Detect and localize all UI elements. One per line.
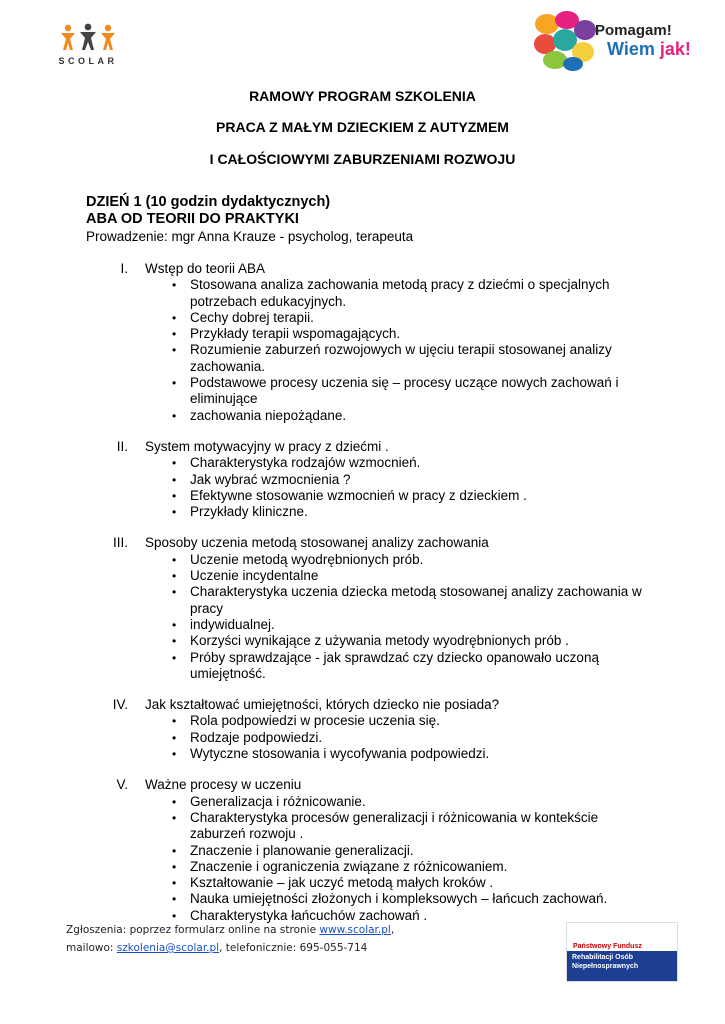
bullet-icon: • bbox=[172, 730, 177, 745]
scolar-logo bbox=[52, 22, 124, 68]
bullet-icon: • bbox=[172, 859, 177, 874]
footer-contact bbox=[66, 921, 394, 957]
list-item bbox=[170, 342, 650, 375]
list-item bbox=[170, 568, 650, 584]
bullet-icon: • bbox=[172, 310, 177, 325]
list-item bbox=[170, 617, 650, 633]
list-item-text: Próby sprawdzające - jak sprawdzać czy dziecko opanowało uczoną umiejętność. bbox=[190, 649, 599, 681]
footer-line1 bbox=[66, 921, 394, 939]
section-heading bbox=[90, 439, 650, 455]
pfron-line1: Państwowy Fundusz bbox=[573, 943, 642, 950]
day-subtitle: ABA OD TEORII DO PRAKTYKI bbox=[86, 211, 299, 227]
list-item-text: Stosowana analiza zachowania metodą pracy z dziećmi o specjalnych potrzebach edukacyjnych. bbox=[190, 277, 610, 309]
bullet-icon: • bbox=[172, 876, 177, 891]
bullet-icon: • bbox=[172, 488, 177, 503]
bullet-icon: • bbox=[172, 343, 177, 358]
footer-phone-text: , telefonicznie: 695-055-714 bbox=[219, 942, 368, 954]
section-title: System motywacyjny w pracy z dziećmi . bbox=[145, 438, 389, 454]
section-number: I. bbox=[120, 261, 128, 276]
list-item-text: Rodzaje podpowiedzi. bbox=[190, 729, 323, 745]
program-section bbox=[90, 535, 650, 682]
list-item bbox=[170, 859, 650, 875]
bullet-icon: • bbox=[172, 908, 177, 923]
list-item-text: Charakterystyka rodzajów wzmocnień. bbox=[190, 455, 421, 471]
list-item bbox=[170, 488, 650, 504]
section-item-list bbox=[90, 713, 650, 762]
campaign-line1: Pomagam! bbox=[595, 22, 672, 39]
bullet-icon: • bbox=[172, 634, 177, 649]
bullet-icon: • bbox=[172, 585, 177, 600]
bullet-icon: • bbox=[172, 472, 177, 487]
course-title-line1: PRACA Z MAŁYM DZIECKIEM Z AUTYZMEM bbox=[216, 119, 509, 135]
list-item bbox=[170, 408, 650, 424]
list-item bbox=[170, 472, 650, 488]
section-heading bbox=[90, 777, 650, 793]
list-item bbox=[170, 875, 650, 891]
section-number: II. bbox=[116, 438, 128, 454]
bullet-icon: • bbox=[172, 569, 177, 584]
list-item bbox=[170, 794, 650, 810]
list-item-text: Charakterystyka łańcuchów zachowań . bbox=[190, 907, 428, 923]
program-title: RAMOWY PROGRAM SZKOLENIA bbox=[249, 88, 476, 104]
section-number: IV. bbox=[112, 697, 128, 713]
section-title: Wstęp do teorii ABA bbox=[145, 261, 266, 276]
pfron-text bbox=[572, 953, 638, 971]
colorful-hands-icon bbox=[533, 10, 597, 72]
program-sections bbox=[90, 261, 650, 939]
list-item-text: Rozumienie zaburzeń rozwojowych w ujęciu terapii stosowanej analizy zachowania. bbox=[190, 342, 612, 374]
program-section bbox=[90, 261, 650, 424]
pfron-logo bbox=[566, 922, 678, 982]
program-section bbox=[90, 439, 650, 520]
list-item bbox=[170, 584, 650, 617]
pomagam-logo bbox=[533, 10, 693, 74]
instructor-line: Prowadzenie: mgr Anna Krauze - psycholog, terapeuta bbox=[86, 229, 414, 244]
list-item bbox=[170, 730, 650, 746]
bullet-icon: • bbox=[172, 408, 177, 423]
list-item-text: Uczenie metodą wyodrębnionych prób. bbox=[190, 551, 424, 567]
list-item bbox=[170, 310, 650, 326]
campaign-line2 bbox=[607, 39, 691, 60]
section-item-list bbox=[90, 552, 650, 682]
list-item bbox=[170, 713, 650, 729]
list-item bbox=[170, 504, 650, 520]
list-item-text: Korzyści wynikające z używania metody wyodrębnionych prób . bbox=[190, 633, 569, 649]
footer-line1-suffix: , bbox=[390, 924, 395, 936]
list-item-text: Znaczenie i planowanie generalizacji. bbox=[190, 842, 414, 858]
list-item bbox=[170, 650, 650, 683]
section-item-list bbox=[90, 794, 650, 924]
list-item-text: Generalizacja i różnicowanie. bbox=[190, 793, 366, 809]
list-item-text: indywidualnej. bbox=[190, 616, 275, 632]
footer-line2 bbox=[66, 939, 394, 957]
program-section bbox=[90, 777, 650, 924]
list-item bbox=[170, 455, 650, 471]
pfron-line3: Niepełnosprawnych bbox=[572, 963, 639, 970]
bullet-icon: • bbox=[172, 552, 177, 567]
section-title: Jak kształtować umiejętności, których dziecko nie posiada? bbox=[145, 697, 500, 713]
bullet-icon: • bbox=[172, 617, 177, 632]
footer-line2-text: mailowo: bbox=[66, 942, 117, 954]
bullet-icon: • bbox=[172, 747, 177, 762]
list-item-text: Znaczenie i ograniczenia związane z różnicowaniem. bbox=[190, 858, 508, 874]
list-item bbox=[170, 277, 650, 310]
list-item bbox=[170, 843, 650, 859]
section-heading bbox=[90, 261, 650, 277]
campaign-line2-part2: jak! bbox=[659, 39, 691, 59]
list-item-text: Rola podpowiedzi w procesie uczenia się. bbox=[190, 713, 440, 729]
list-item bbox=[170, 375, 650, 408]
section-item-list bbox=[90, 455, 650, 520]
course-title-line2: I CAŁOŚCIOWYMI ZABURZENIAMI ROZWOJU bbox=[209, 151, 516, 167]
section-item-list bbox=[90, 277, 650, 424]
list-item-text: Wytyczne stosowania i wycofywania podpowiedzi. bbox=[190, 746, 490, 762]
website-link[interactable]: www.scolar.pl bbox=[319, 924, 391, 936]
section-heading bbox=[90, 697, 650, 713]
footer-line1-text: Zgłoszenia: poprzez formularz online na stronie bbox=[66, 924, 320, 936]
list-item-text: Efektywne stosowanie wzmocnień w pracy z dzieckiem . bbox=[190, 487, 527, 503]
list-item-text: Charakterystyka procesów generalizacji i różnicowania w kontekście zaburzeń rozwoju . bbox=[190, 809, 599, 842]
list-item-text: Nauka umiejętności złożonych i kompleksowych – łańcuch zachowań. bbox=[190, 891, 608, 907]
bullet-icon: • bbox=[172, 456, 177, 471]
list-item-text: Przykłady kliniczne. bbox=[190, 504, 308, 520]
day-title: DZIEŃ 1 (10 godzin dydaktycznych) bbox=[86, 194, 331, 210]
section-number: V. bbox=[116, 777, 128, 793]
bullet-icon: • bbox=[172, 505, 177, 520]
bullet-icon: • bbox=[172, 892, 177, 907]
list-item-text: zachowania niepożądane. bbox=[190, 407, 347, 423]
list-item bbox=[170, 810, 650, 843]
bullet-icon: • bbox=[172, 794, 177, 809]
pfron-line2: Rehabilitacji Osób bbox=[572, 954, 634, 961]
section-title: Ważne procesy w uczeniu bbox=[145, 777, 302, 793]
list-item bbox=[170, 326, 650, 342]
list-item-text: Przykłady terapii wspomagających. bbox=[190, 326, 401, 342]
list-item-text: Cechy dobrej terapii. bbox=[190, 309, 314, 325]
list-item bbox=[170, 891, 650, 907]
list-item-text: Uczenie incydentalne bbox=[190, 568, 319, 584]
campaign-line2-part1: Wiem bbox=[607, 39, 655, 59]
bullet-icon: • bbox=[172, 278, 177, 293]
program-section bbox=[90, 697, 650, 762]
section-title: Sposoby uczenia metodą stosowanej analizy zachowania bbox=[145, 535, 489, 551]
bullet-icon: • bbox=[172, 327, 177, 342]
section-number: III. bbox=[112, 535, 128, 551]
list-item bbox=[170, 633, 650, 649]
list-item-text: Kształtowanie – jak uczyć metodą małych kroków . bbox=[190, 875, 494, 891]
scolar-wordmark: SCOLAR bbox=[58, 56, 118, 66]
bullet-icon: • bbox=[172, 650, 177, 665]
list-item-text: Jak wybrać wzmocnienia ? bbox=[190, 471, 351, 487]
day-header bbox=[86, 194, 646, 245]
list-item bbox=[170, 552, 650, 568]
bullet-icon: • bbox=[172, 843, 177, 858]
email-link[interactable]: szkolenia@scolar.pl bbox=[116, 942, 220, 954]
list-item-text: Podstawowe procesy uczenia się – procesy uczące nowych zachowań i eliminujące bbox=[190, 375, 619, 407]
list-item-text: Charakterystyka uczenia dziecka metodą stosowanej analizy zachowania w pracy bbox=[190, 584, 642, 616]
section-heading bbox=[90, 535, 650, 551]
scolar-figures-icon bbox=[58, 22, 118, 54]
bullet-icon: • bbox=[172, 810, 177, 825]
list-item bbox=[170, 746, 650, 762]
bullet-icon: • bbox=[172, 714, 177, 729]
bullet-icon: • bbox=[172, 376, 177, 391]
